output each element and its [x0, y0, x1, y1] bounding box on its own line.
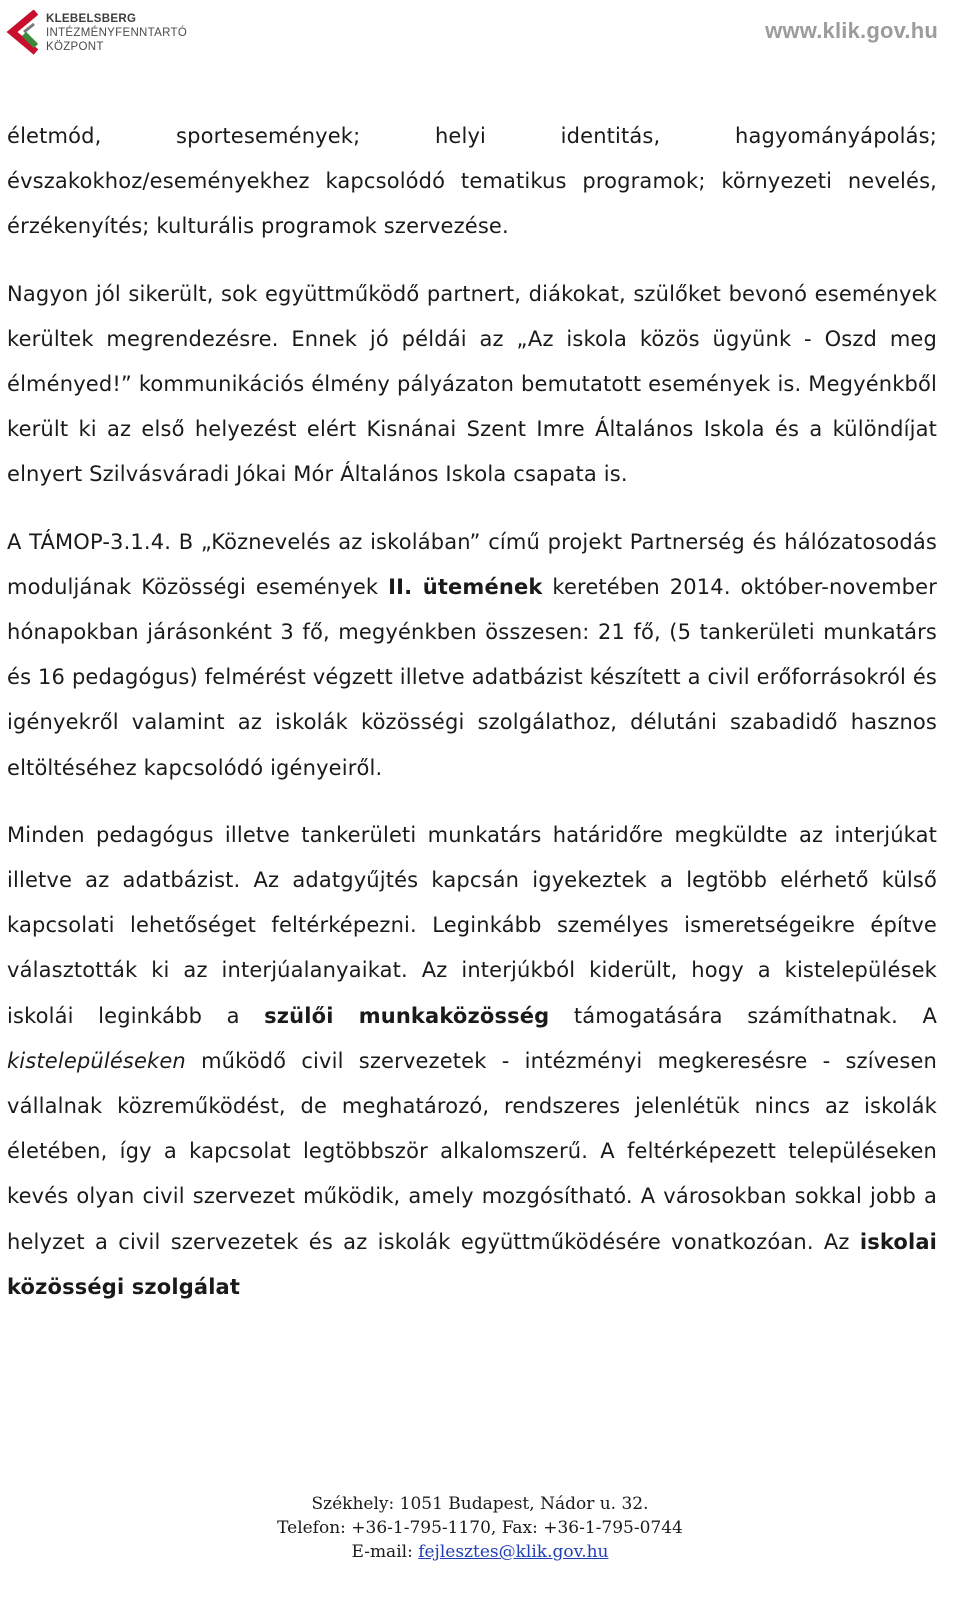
paragraph-4 — [7, 813, 937, 1310]
paragraph-2: Nagyon jól sikerült, sok együttműködő partnert, diákokat, szülőket bevonó események kerültek megrendezésre. Ennek jó példái az „Az iskola közös ügyünk - Oszd meg élményed!” kommunikációs élmény pályázaton bemutatott események is. Megyénkből került ki az első helyezést elért Kisnánai Szent Imre Általános Iskola és a különdíjat elnyert Szilvásváradi Jókai Mór Általános Iskola csapata is. — [7, 281, 937, 487]
footer-email-line — [0, 1540, 960, 1564]
klik-logo-icon — [6, 10, 40, 56]
footer-email-link[interactable]: fejlesztes@klik.gov.hu — [418, 1542, 609, 1562]
footer-phone: Telefon: +36-1-795-1170, Fax: +36-1-795-0744 — [277, 1518, 683, 1538]
footer-email-label: E-mail: — [351, 1542, 419, 1562]
klebelsberg-logo — [6, 8, 186, 64]
logo-line-1: KLEBELSBERG — [46, 13, 137, 25]
paragraph-1: életmód, sportesemények; helyi identitás, hagyományápolás; évszakokhoz/eseményekhez kapcsolódó tematikus programok; környezeti nevelés, érzékenyítés; kulturális programok szervezése. — [7, 124, 937, 239]
paragraph-4-text-c: működő civil szervezetek - intézményi megkeresésre - szívesen vállalnak közreműködést, de meghatározó, rendszeres jelenlétük nincs az iskolák életében, így a kapcsolat legtöbbször alkalomszerű. A feltérképezett településeken kevés olyan civil szervezet működik, amely mozgósítható. A városokban sokkal jobb a helyzet a civil szervezetek és az iskolák együttműködésére vonatkozóan. Az — [7, 1048, 937, 1254]
logo-wordmark — [46, 12, 187, 54]
paragraph-4-italic: kistelepüléseken — [7, 1048, 186, 1073]
footer-address: Székhely: 1051 Budapest, Nádor u. 32. — [311, 1494, 649, 1514]
paragraph-3-text-a: A TÁMOP-3.1.4. B „Köznevelés az iskolában” című projekt Partnerség és hálózatosodás moduljának Közösségi események — [7, 529, 937, 599]
paragraph-4-text-a: Minden pedagógus illetve tankerületi munkatárs határidőre megküldte az interjúkat illetve az adatbázist. Az adatgyűjtés kapcsán igyekeztek a legtöbb elérhető külső kapcsolati lehetőséget feltérképezni. Leginkább személyes ismeretségeikre építve választották ki az interjúalanyaikat. Az interjúkból kiderült, hogy a kistelepülések iskolái leginkább a — [7, 822, 937, 1028]
paragraph-4-text-b: támogatására számíthatnak. A — [549, 1003, 937, 1028]
logo-line-2: INTÉZMÉNYFENNTARTÓ — [46, 27, 188, 39]
paragraph-4-bold-1: szülői munkaközösség — [264, 1003, 550, 1028]
logo-line-3: KÖZPONT — [46, 41, 104, 53]
site-url[interactable]: www.klik.gov.hu — [765, 18, 938, 43]
page-header — [0, 0, 960, 72]
paragraph-3-bold: II. ütemének — [388, 574, 543, 599]
page-footer — [0, 1492, 960, 1564]
document-body — [7, 114, 937, 1310]
paragraph-4-bold-2: iskolai közösségi szolgálat — [7, 1229, 937, 1299]
paragraph-3-text-b: keretében 2014. október-november hónapokban járásonként 3 fő, megyénkben összesen: 21 fő, (5 tankerületi munkatárs és 16 pedagógus) felmérést végzett illetve adatbázist készített a civil erőforrásokról és igényekről valamint az iskolák közösségi szolgálathoz, délutáni szabadidő hasznos eltöltéséhez kapcsolódó igényeiről. — [7, 574, 938, 780]
paragraph-3 — [7, 520, 937, 791]
